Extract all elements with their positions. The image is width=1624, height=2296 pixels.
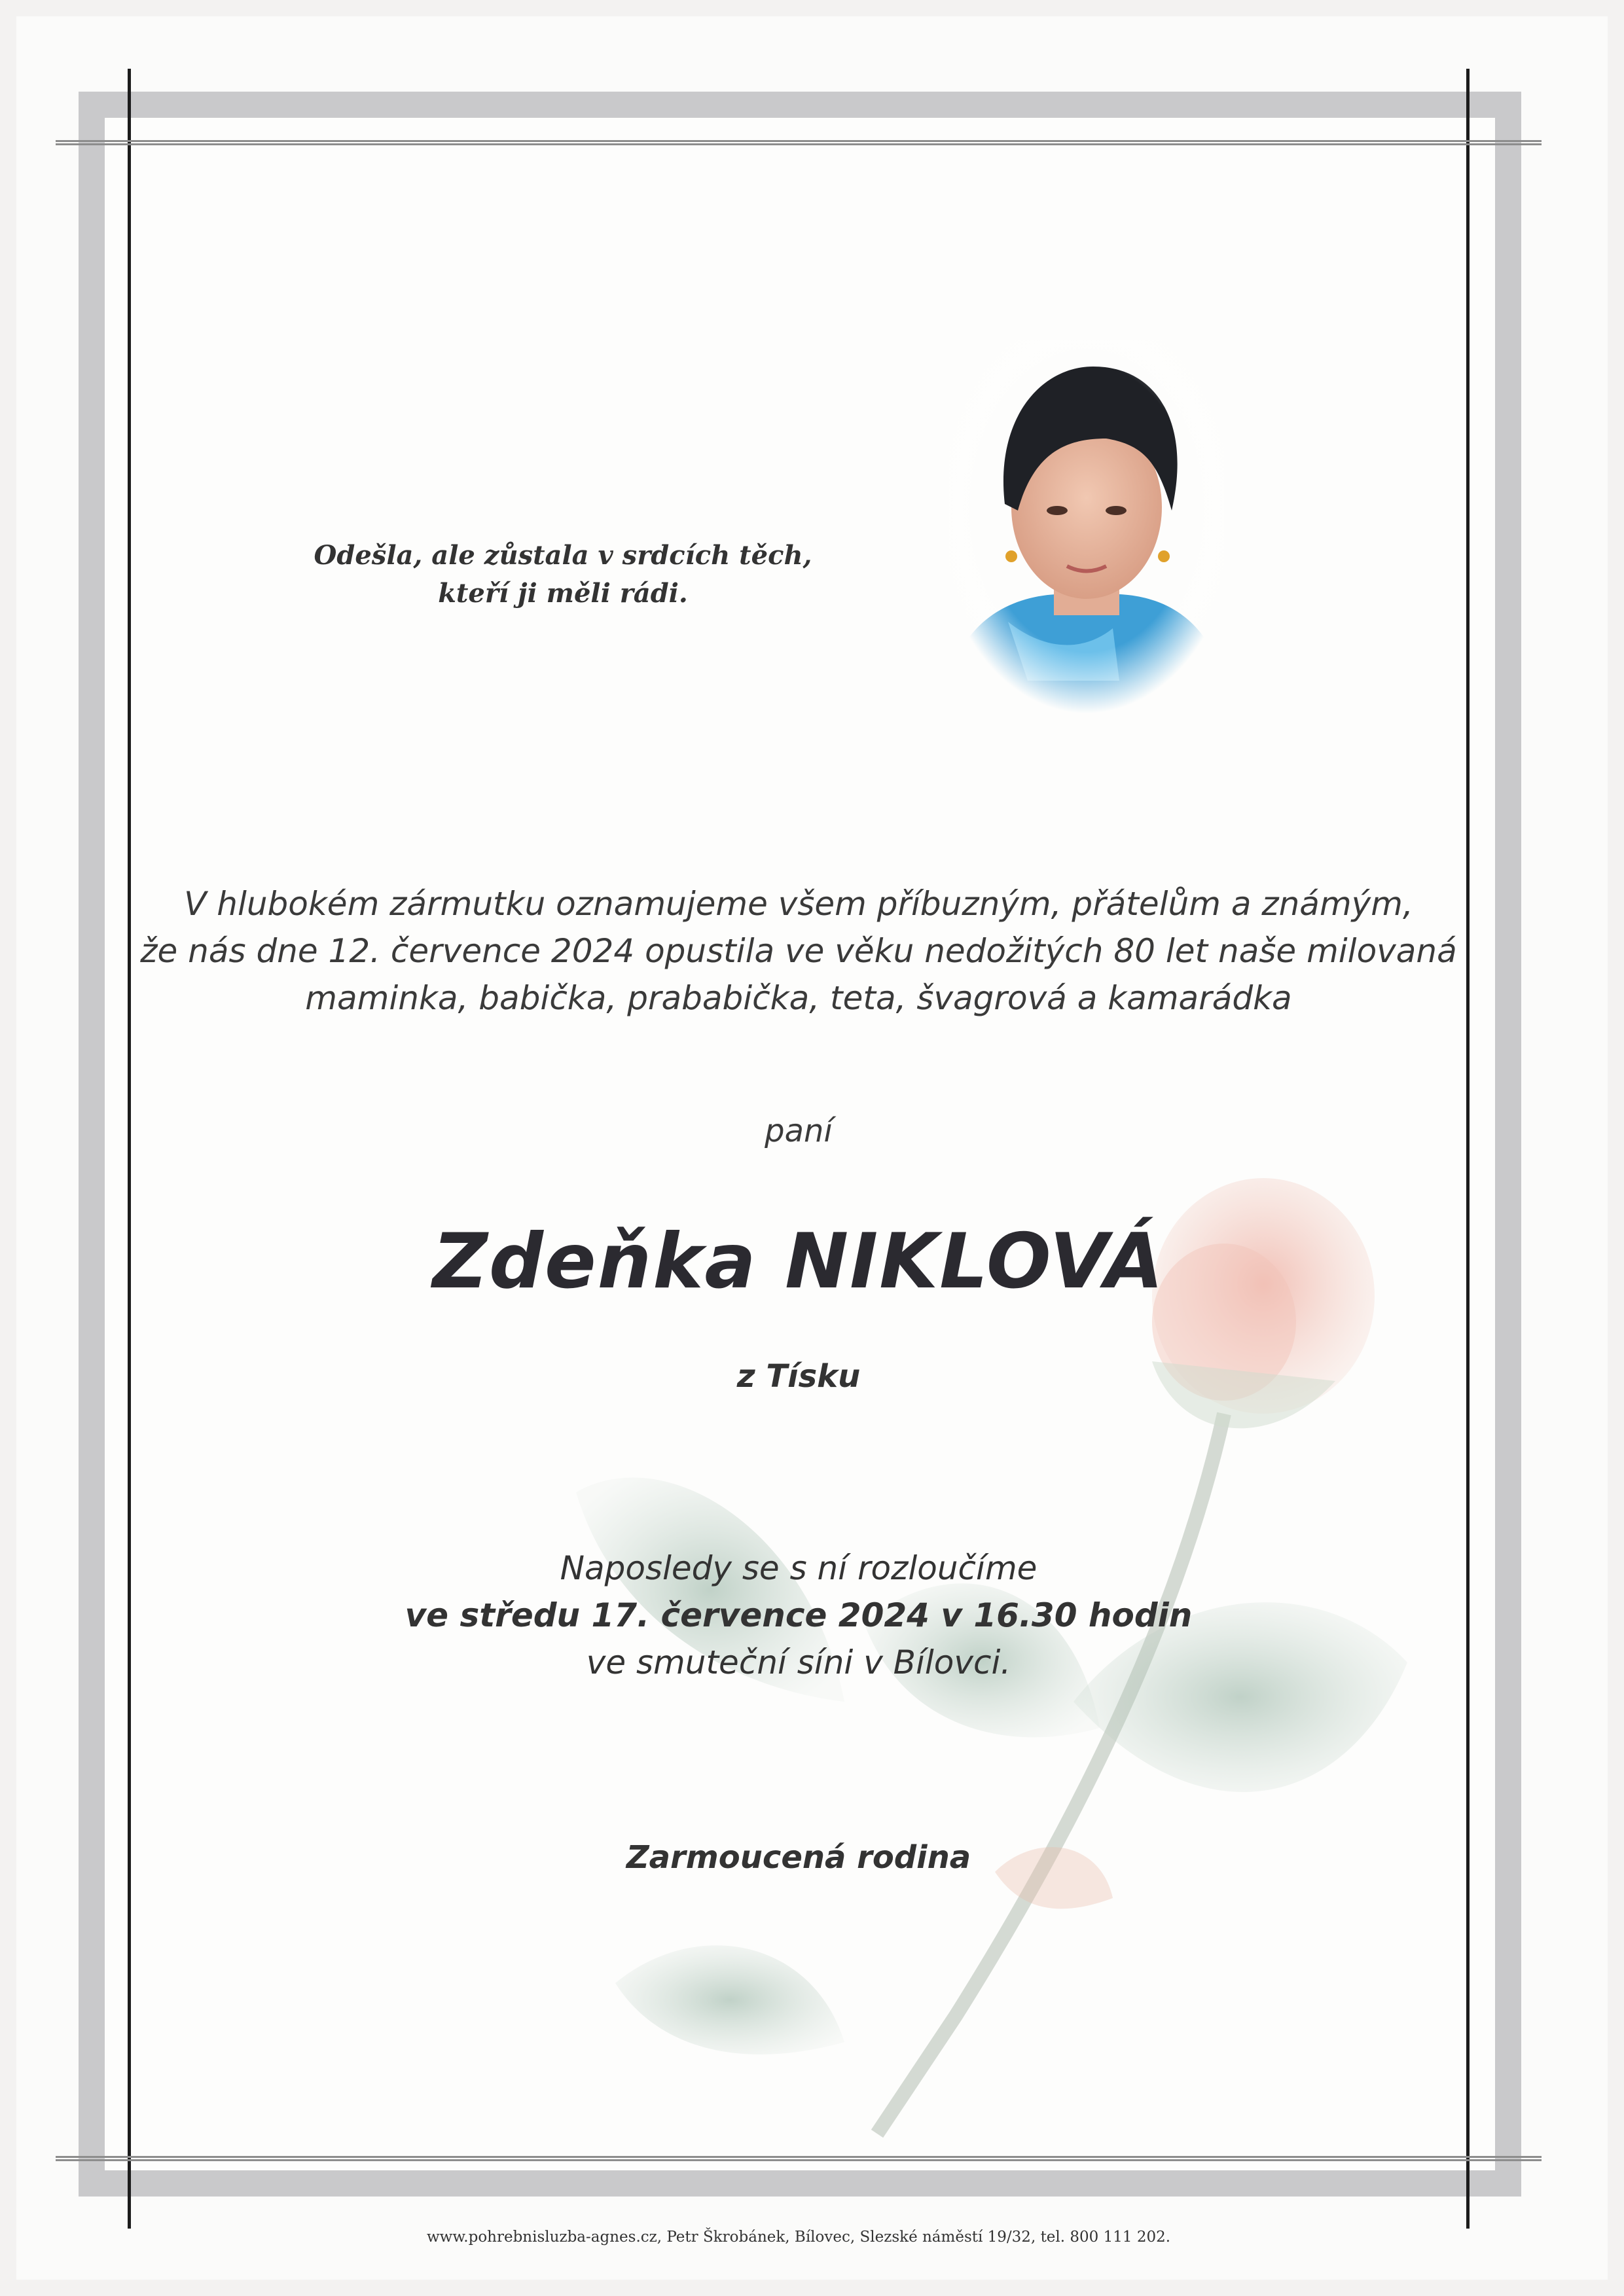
announcement-line: maminka, babička, prababička, teta, švagrová a kamarádka xyxy=(305,979,1292,1017)
frame-line-top xyxy=(56,140,1542,145)
salutation: paní xyxy=(765,1113,833,1149)
leaf xyxy=(615,1945,844,2054)
epitaph-line: kteří ji měli rádi. xyxy=(438,578,688,609)
epitaph-quote xyxy=(275,537,851,613)
frame-line-right xyxy=(1466,69,1470,2229)
farewell-line: Naposledy se s ní rozloučíme xyxy=(560,1549,1038,1587)
announcement-text xyxy=(131,880,1466,1022)
farewell-place: ve smuteční síni v Bílovci. xyxy=(586,1643,1011,1681)
signoff: Zarmoucená rodina xyxy=(626,1839,971,1876)
deceased-name: Zdeňka NIKLOVÁ xyxy=(432,1217,1165,1306)
announcement-line: V hlubokém zármutku oznamujeme všem příbuzným, přátelům a známým, xyxy=(184,885,1413,923)
epitaph-line: Odešla, ale zůstala v srdcích těch, xyxy=(314,540,812,571)
farewell-date-time: ve středu 17. července 2024 v 16.30 hodin xyxy=(405,1596,1193,1634)
portrait-photo xyxy=(949,340,1224,713)
announcement-line: že nás dne 12. července 2024 opustila ve věku nedožitých 80 let naše milovaná xyxy=(140,932,1457,970)
deceased-origin: z Tísku xyxy=(736,1358,861,1395)
frame-line-bottom xyxy=(56,2156,1542,2161)
farewell-details xyxy=(131,1545,1466,1686)
footer-contact: www.pohrebnisluzba-agnes.cz, Petr Škrobánek, Bílovec, Slezské náměstí 19/32, tel. 800 111 202. xyxy=(426,2229,1171,2246)
